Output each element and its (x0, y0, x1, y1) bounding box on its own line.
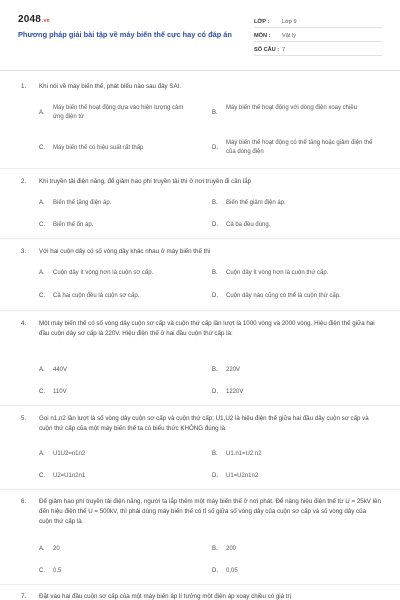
question-4-option-c[interactable] (39, 388, 189, 397)
option-label: C. (39, 293, 45, 299)
site-logo[interactable] (18, 14, 50, 25)
option-text: Máy biến thế hoạt động dựa vào hiện tượng cảm ứng điện từ (53, 105, 184, 120)
question-1-option-d[interactable] (212, 139, 382, 157)
question-5-option-b[interactable] (212, 450, 382, 459)
option-label: C. (39, 389, 45, 395)
option-label: B. (212, 367, 218, 373)
question-3-stem (21, 247, 381, 257)
option-text: Cả hai cuộn đều là cuộn sơ cấp. (53, 293, 140, 299)
question-divider (0, 489, 400, 490)
option-text: U1=U2n1n2 (226, 473, 259, 479)
option-label: D. (212, 293, 218, 299)
question-5-option-a[interactable] (39, 450, 189, 459)
question-divider (0, 238, 400, 239)
option-label: B. (212, 270, 218, 276)
option-text: Biến thế tăng điện áp. (53, 200, 112, 206)
document-header (0, 0, 400, 64)
option-label: A. (39, 200, 45, 206)
option-label: B. (212, 546, 218, 552)
question-1-stem (21, 82, 381, 92)
question-1-option-c[interactable] (39, 144, 189, 153)
question-5-option-d[interactable] (212, 472, 382, 481)
option-text: 0,05 (226, 568, 238, 574)
option-text: 220V (226, 367, 241, 373)
option-text: Cả ba đều đúng. (226, 222, 271, 228)
option-text: U1.n1=U2.n2 (226, 451, 262, 457)
question-4-option-d[interactable] (212, 388, 382, 397)
option-text: U1U2=n1n2 (53, 451, 86, 457)
question-4-option-b[interactable] (212, 366, 382, 375)
option-text: 20 (53, 546, 60, 552)
option-label: A. (39, 451, 45, 457)
option-label: D. (212, 568, 218, 574)
option-label: B. (212, 451, 218, 457)
meta-value: Lớp 9 (282, 19, 297, 25)
option-label: C. (39, 473, 45, 479)
document-meta (254, 14, 382, 56)
question-number: 2. (21, 178, 27, 185)
option-text: 200 (226, 546, 237, 552)
option-label: A. (39, 270, 45, 276)
option-label: C. (39, 568, 45, 574)
question-number: 5. (21, 415, 27, 422)
meta-value: 7 (282, 47, 286, 53)
option-text: 110V (53, 389, 67, 395)
option-label: D. (212, 222, 218, 228)
question-4-stem (21, 319, 381, 339)
question-text: Để giảm hao phí truyền tải điện năng, người ta lắp thêm một máy biến thế ở nơi phát. Để nâng hiệu điện thế từ U = 25kV lên đến hiệu điện thế U = 500kV, thì phải dùng máy biến thế có tỉ số giữa số vòng dây của cuộn sơ cấp và số vòng dây của cuộn thứ cấp là (39, 498, 381, 525)
logo-main: 2048 (18, 14, 42, 25)
option-label: A. (39, 110, 45, 116)
question-6-stem (21, 497, 381, 527)
question-divider (0, 168, 400, 169)
question-6-option-c[interactable] (39, 567, 189, 576)
option-label: A. (39, 367, 45, 373)
question-1-option-b[interactable] (212, 104, 382, 118)
question-divider (0, 584, 400, 585)
option-label: D. (212, 389, 218, 395)
question-6-option-a[interactable] (39, 545, 189, 554)
question-number: 4. (21, 320, 27, 327)
meta-value: Vật lý (282, 33, 296, 39)
question-3-option-a[interactable] (39, 269, 199, 278)
question-2-option-c[interactable] (39, 221, 189, 230)
meta-key: MÔN : (254, 33, 271, 39)
question-number: 7. (21, 593, 27, 600)
question-number: 1. (21, 83, 27, 90)
option-label: B. (212, 200, 218, 206)
option-text: Cuộn dây nào cũng có thể là cuộn thứ cấp. (226, 293, 341, 299)
question-text: Với hai cuộn dây có số vòng dây khác nhau ở máy biến thế thì (39, 248, 211, 255)
question-5-option-c[interactable] (39, 472, 189, 481)
question-divider (0, 310, 400, 311)
option-label: C. (39, 222, 45, 228)
question-7-stem (21, 592, 381, 600)
question-2-option-b[interactable] (212, 199, 382, 208)
option-text: U2=U1n2n1 (53, 473, 86, 479)
header-divider (0, 70, 400, 71)
question-1-option-a[interactable] (39, 104, 189, 122)
option-label: B. (212, 110, 218, 116)
option-text: Cuộn dây ít vòng hơn là cuộn sơ cấp. (53, 270, 154, 276)
document-title: Phương pháp giải bài tập về máy biến thế cực hay có đáp án (18, 30, 232, 39)
meta-row-count (254, 42, 382, 56)
question-6-option-b[interactable] (212, 545, 382, 554)
question-3-option-b[interactable] (212, 269, 382, 278)
question-text: Khi nói về máy biến thế, phát biểu nào sau đây SAI. (39, 83, 182, 90)
option-label: D. (212, 145, 218, 151)
question-5-stem (21, 414, 381, 434)
question-2-stem (21, 177, 381, 187)
question-3-option-c[interactable] (39, 292, 199, 301)
option-text: 1220V (226, 389, 244, 395)
question-divider (0, 405, 400, 406)
meta-row-grade (254, 14, 382, 28)
option-text: 440V (53, 367, 68, 373)
question-text: Khi truyền tải điện năng, để giảm hao phí truyền tải thì ở nơi truyền đi cần lắp (39, 178, 252, 185)
question-number: 6. (21, 498, 27, 505)
question-text: Một máy biến thế có số vòng dây cuộn sơ cấp và cuộn thứ cấp lần lượt là 1000 vòng và 2000 vòng. Hiệu điện thế giữa hai đầu cuộn dây sơ cấp là 220V. Hiệu điện thế ở hai đầu cuộn thứ cấp là: (39, 320, 375, 337)
question-6-option-d[interactable] (212, 567, 382, 576)
option-label: A. (39, 546, 45, 552)
option-text: 0,5 (53, 568, 62, 574)
option-text: Máy biến thế hoạt động với dòng điện xoay chiều (226, 105, 358, 111)
meta-row-subject (254, 28, 382, 42)
option-text: Máy biến thế có hiệu suất rất thấp (53, 145, 144, 151)
meta-key: SỐ CÂU : (254, 47, 280, 53)
question-text: Đặt vào hai đầu cuộn sơ cấp của một máy biến áp lí tưởng một điện áp xoay chiều có giá trị (39, 593, 291, 600)
question-text: Gọi n1,n2 lần lượt là số vòng dây cuộn sơ cấp và cuộn thứ cấp; U1,U2 là hiệu điện thế giữa hai đầu dây cuộn sơ cấp và cuộn thứ cấp của một máy biến thế ta có biểu thức KHÔNG đúng là (39, 415, 369, 432)
option-text: Cuộn dây ít vòng hơn là cuộn thứ cấp. (226, 270, 329, 276)
question-4-option-a[interactable] (39, 366, 189, 375)
question-2-option-a[interactable] (39, 199, 189, 208)
option-text: Biến thế giảm điện áp. (226, 200, 286, 206)
question-2-option-d[interactable] (212, 221, 382, 230)
question-number: 3. (21, 248, 27, 255)
option-label: D. (212, 473, 218, 479)
option-text: Biến thế ổn áp. (53, 222, 94, 228)
meta-key: LỚP : (254, 19, 270, 25)
question-3-option-d[interactable] (212, 292, 388, 301)
option-text: Máy biến thế hoạt động có thể tăng hoặc giảm điện thế của dòng điện (226, 140, 373, 155)
logo-suffix: .vn (42, 18, 50, 24)
option-label: C. (39, 145, 45, 151)
